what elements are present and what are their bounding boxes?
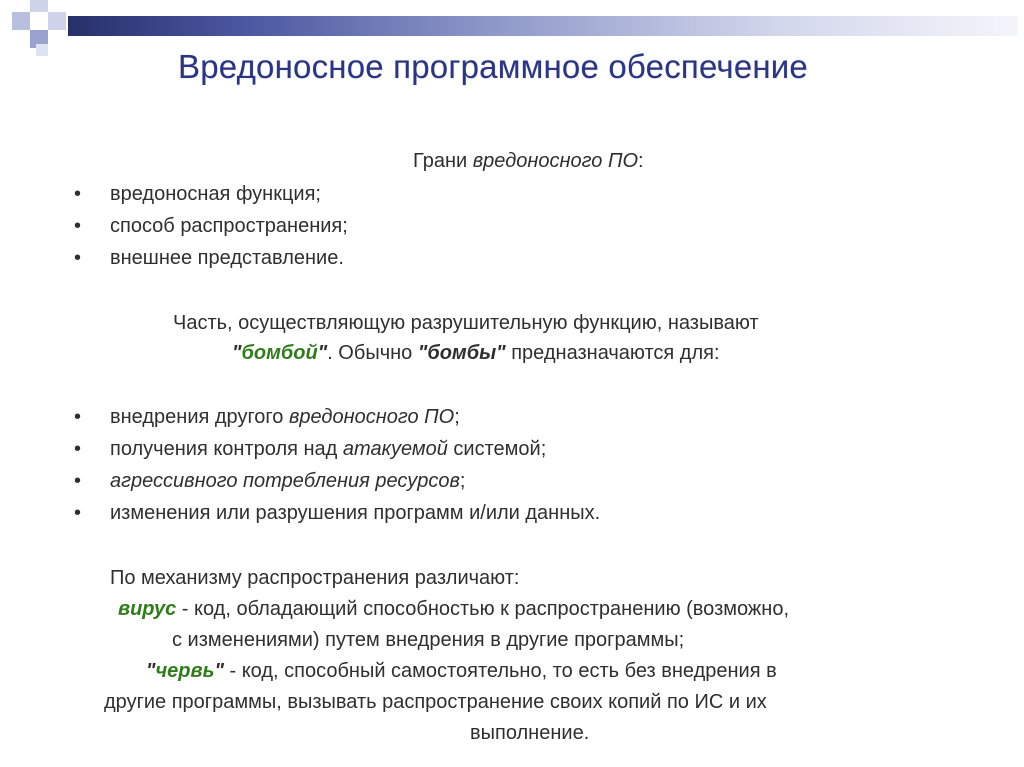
term-virus: вирус xyxy=(118,598,177,620)
list-item: изменения или разрушения программ и/или данных. xyxy=(110,502,601,524)
term-worm: червь xyxy=(155,660,215,682)
bomb-line-1: Часть, осуществляющую разрушительную функцию, называют xyxy=(173,312,759,334)
facets-heading: Грани вредоносного ПО: xyxy=(413,150,644,172)
term-bomb: бомбой xyxy=(241,342,318,364)
bullet: • xyxy=(74,438,82,460)
slide-title: Вредоносное программное обеспечение xyxy=(178,48,808,85)
deco-square xyxy=(12,12,30,30)
list-item: способ распространения; xyxy=(110,215,348,237)
deco-square xyxy=(30,0,48,12)
list-item: внедрения другого вредоносного ПО; xyxy=(110,406,460,428)
bullet: • xyxy=(74,183,82,205)
deco-square xyxy=(48,12,66,30)
deco-square xyxy=(36,44,48,56)
bomb-line-2: "бомбой". Обычно "бомбы" предназначаются для: xyxy=(232,342,720,364)
list-item: получения контроля над атакуемой системой; xyxy=(110,438,547,460)
list-item: агрессивного потребления ресурсов; xyxy=(110,470,466,492)
list-item: внешнее представление. xyxy=(110,247,344,269)
virus-line-2: с изменениями) путем внедрения в другие программы; xyxy=(172,629,685,651)
worm-line-3: выполнение. xyxy=(470,722,590,744)
worm-line-1: "червь" - код, способный самостоятельно, то есть без внедрения в xyxy=(146,660,777,682)
mechanism-heading: По механизму распространения различают: xyxy=(110,567,520,589)
bullet: • xyxy=(74,406,82,428)
list-item: вредоносная функция; xyxy=(110,183,321,205)
bullet: • xyxy=(74,215,82,237)
bullet: • xyxy=(74,247,82,269)
virus-line-1: вирус - код, обладающий способностью к распространению (возможно, xyxy=(118,598,790,620)
title-bar-gradient xyxy=(68,16,1018,36)
bullet: • xyxy=(74,470,82,492)
bullet: • xyxy=(74,502,82,524)
worm-line-2: другие программы, вызывать распространение своих копий по ИС и их xyxy=(104,691,767,713)
